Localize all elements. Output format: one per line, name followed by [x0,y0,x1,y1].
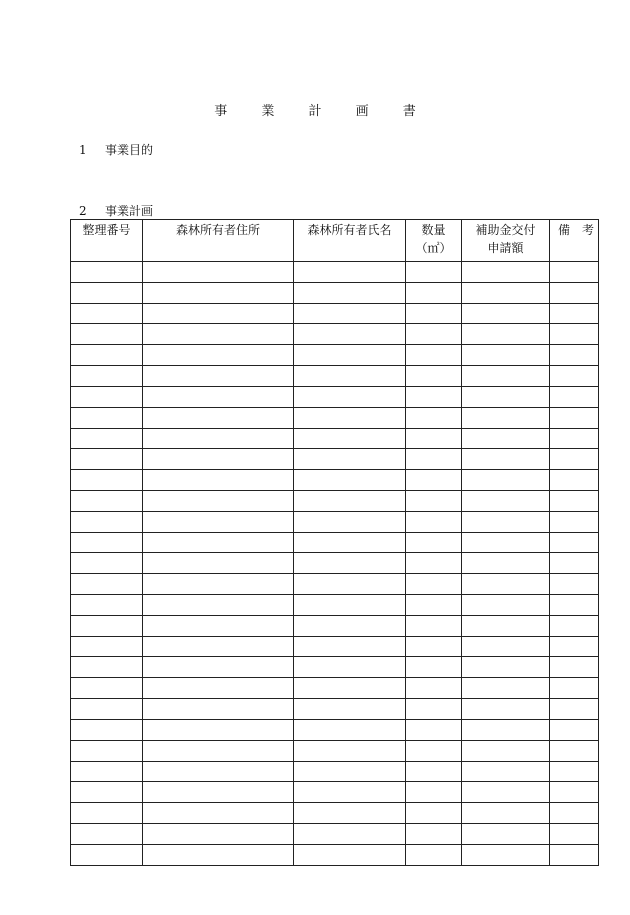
cell-subsidy-amount [462,803,550,824]
cell-owner-address [143,282,294,303]
cell-quantity [406,782,462,803]
section-label: 事業計画 [105,204,154,218]
cell-quantity [406,470,462,491]
table-row [71,761,599,782]
cell-owner-address [143,407,294,428]
cell-remarks [550,532,599,553]
cell-owner-address [143,324,294,345]
table-body [71,262,599,866]
cell-remarks [550,303,599,324]
cell-remarks [550,740,599,761]
cell-owner-name [294,303,406,324]
cell-subsidy-amount [462,782,550,803]
table-row [71,823,599,844]
cell-quantity [406,428,462,449]
cell-owner-address [143,490,294,511]
cell-subsidy-amount [462,324,550,345]
cell-seiri-bangou [71,636,143,657]
cell-quantity [406,699,462,720]
business-plan-table [70,219,599,866]
cell-subsidy-amount [462,636,550,657]
cell-owner-name [294,595,406,616]
cell-seiri-bangou [71,782,143,803]
cell-owner-address [143,428,294,449]
table-row [71,303,599,324]
cell-owner-address [143,740,294,761]
cell-subsidy-amount [462,719,550,740]
cell-subsidy-amount [462,574,550,595]
cell-remarks [550,615,599,636]
cell-quantity [406,345,462,366]
header-remarks: 備 考 [550,220,599,262]
cell-subsidy-amount [462,345,550,366]
cell-owner-name [294,428,406,449]
cell-remarks [550,782,599,803]
cell-owner-name [294,262,406,283]
cell-owner-name [294,407,406,428]
table-row [71,657,599,678]
section-number: 2 [79,204,87,218]
table-row [71,449,599,470]
cell-seiri-bangou [71,366,143,387]
table-row [71,324,599,345]
cell-seiri-bangou [71,345,143,366]
header-subsidy-amount [462,220,550,262]
cell-subsidy-amount [462,262,550,283]
cell-owner-address [143,345,294,366]
cell-seiri-bangou [71,719,143,740]
cell-quantity [406,574,462,595]
cell-owner-name [294,844,406,865]
cell-remarks [550,803,599,824]
header-quantity [406,220,462,262]
cell-seiri-bangou [71,615,143,636]
table-row [71,345,599,366]
cell-remarks [550,470,599,491]
cell-owner-name [294,324,406,345]
cell-subsidy-amount [462,490,550,511]
cell-remarks [550,386,599,407]
cell-owner-name [294,532,406,553]
header-owner-name: 森林所有者氏名 [294,220,406,262]
cell-seiri-bangou [71,803,143,824]
cell-owner-name [294,470,406,491]
cell-owner-address [143,366,294,387]
cell-remarks [550,719,599,740]
cell-quantity [406,303,462,324]
cell-quantity [406,657,462,678]
cell-seiri-bangou [71,595,143,616]
cell-seiri-bangou [71,449,143,470]
cell-seiri-bangou [71,428,143,449]
cell-quantity [406,823,462,844]
table-row [71,553,599,574]
cell-quantity [406,407,462,428]
table-row [71,740,599,761]
cell-quantity [406,282,462,303]
cell-owner-address [143,699,294,720]
cell-owner-name [294,636,406,657]
cell-owner-name [294,345,406,366]
cell-quantity [406,366,462,387]
table-header-row [71,220,599,262]
cell-subsidy-amount [462,428,550,449]
cell-subsidy-amount [462,366,550,387]
cell-owner-name [294,823,406,844]
cell-seiri-bangou [71,511,143,532]
cell-remarks [550,407,599,428]
cell-seiri-bangou [71,553,143,574]
cell-quantity [406,595,462,616]
section-business-purpose [79,141,153,158]
cell-remarks [550,844,599,865]
cell-quantity [406,532,462,553]
cell-remarks [550,428,599,449]
cell-owner-address [143,470,294,491]
cell-owner-address [143,595,294,616]
table-row [71,595,599,616]
cell-owner-name [294,490,406,511]
cell-owner-address [143,262,294,283]
cell-owner-name [294,782,406,803]
cell-owner-name [294,282,406,303]
cell-owner-name [294,678,406,699]
cell-subsidy-amount [462,844,550,865]
section-label: 事業目的 [105,143,154,157]
cell-seiri-bangou [71,761,143,782]
cell-owner-address [143,574,294,595]
cell-seiri-bangou [71,657,143,678]
cell-remarks [550,511,599,532]
table-row [71,262,599,283]
section-number: 1 [79,143,87,157]
cell-owner-address [143,678,294,699]
table-row [71,511,599,532]
cell-seiri-bangou [71,574,143,595]
table-row [71,844,599,865]
table-row [71,282,599,303]
table-row [71,386,599,407]
cell-seiri-bangou [71,324,143,345]
cell-remarks [550,262,599,283]
table-row [71,574,599,595]
cell-owner-address [143,761,294,782]
header-seiri-bangou: 整理番号 [71,220,143,262]
cell-quantity [406,678,462,699]
cell-subsidy-amount [462,615,550,636]
cell-owner-address [143,553,294,574]
cell-seiri-bangou [71,532,143,553]
cell-quantity [406,740,462,761]
cell-seiri-bangou [71,386,143,407]
cell-owner-name [294,574,406,595]
cell-owner-name [294,511,406,532]
cell-quantity [406,511,462,532]
cell-owner-name [294,553,406,574]
cell-remarks [550,345,599,366]
table-row [71,678,599,699]
cell-quantity [406,803,462,824]
table-row [71,470,599,491]
cell-remarks [550,636,599,657]
table-row [71,782,599,803]
cell-seiri-bangou [71,490,143,511]
cell-owner-address [143,386,294,407]
cell-remarks [550,699,599,720]
cell-seiri-bangou [71,303,143,324]
cell-remarks [550,823,599,844]
cell-remarks [550,761,599,782]
cell-remarks [550,574,599,595]
cell-remarks [550,657,599,678]
cell-subsidy-amount [462,511,550,532]
cell-subsidy-amount [462,657,550,678]
cell-owner-address [143,636,294,657]
document-title: 事 業 計 画 書 [214,104,431,119]
cell-remarks [550,449,599,470]
cell-subsidy-amount [462,740,550,761]
cell-subsidy-amount [462,449,550,470]
cell-seiri-bangou [71,470,143,491]
header-owner-address: 森林所有者住所 [143,220,294,262]
cell-subsidy-amount [462,532,550,553]
cell-subsidy-amount [462,699,550,720]
cell-owner-name [294,719,406,740]
cell-quantity [406,719,462,740]
cell-subsidy-amount [462,282,550,303]
cell-subsidy-amount [462,407,550,428]
cell-owner-name [294,657,406,678]
cell-seiri-bangou [71,740,143,761]
cell-remarks [550,490,599,511]
header-subsidy-line1: 補助金交付 [475,223,536,237]
cell-subsidy-amount [462,553,550,574]
table-row [71,615,599,636]
cell-subsidy-amount [462,761,550,782]
cell-subsidy-amount [462,303,550,324]
table-row [71,699,599,720]
cell-subsidy-amount [462,386,550,407]
header-quantity-label: 数量 [421,223,446,237]
cell-subsidy-amount [462,823,550,844]
table-row [71,490,599,511]
cell-owner-address [143,803,294,824]
cell-seiri-bangou [71,844,143,865]
table-row [71,407,599,428]
cell-quantity [406,553,462,574]
cell-owner-address [143,823,294,844]
cell-subsidy-amount [462,595,550,616]
section-business-plan [79,202,153,219]
cell-quantity [406,324,462,345]
cell-quantity [406,844,462,865]
cell-owner-address [143,449,294,470]
cell-remarks [550,553,599,574]
cell-subsidy-amount [462,678,550,699]
cell-owner-address [143,782,294,803]
cell-owner-name [294,699,406,720]
cell-owner-address [143,657,294,678]
cell-remarks [550,366,599,387]
table-row [71,428,599,449]
table-row [71,803,599,824]
cell-owner-name [294,803,406,824]
cell-owner-name [294,449,406,470]
cell-owner-name [294,386,406,407]
cell-quantity [406,490,462,511]
table-row [71,719,599,740]
cell-quantity [406,636,462,657]
cell-owner-name [294,366,406,387]
cell-quantity [406,386,462,407]
cell-remarks [550,678,599,699]
header-quantity-unit: （㎡） [415,241,452,255]
cell-owner-address [143,511,294,532]
cell-quantity [406,615,462,636]
header-subsidy-line2: 申請額 [487,241,524,255]
cell-seiri-bangou [71,823,143,844]
cell-owner-address [143,719,294,740]
cell-owner-address [143,532,294,553]
table-row [71,636,599,657]
cell-quantity [406,262,462,283]
cell-owner-name [294,761,406,782]
cell-remarks [550,282,599,303]
cell-owner-address [143,844,294,865]
cell-owner-address [143,303,294,324]
cell-seiri-bangou [71,407,143,428]
table-row [71,366,599,387]
cell-remarks [550,595,599,616]
cell-quantity [406,761,462,782]
cell-remarks [550,324,599,345]
cell-owner-address [143,615,294,636]
cell-seiri-bangou [71,678,143,699]
cell-seiri-bangou [71,282,143,303]
cell-subsidy-amount [462,470,550,491]
cell-owner-name [294,615,406,636]
table-row [71,532,599,553]
cell-seiri-bangou [71,699,143,720]
cell-owner-name [294,740,406,761]
cell-seiri-bangou [71,262,143,283]
cell-quantity [406,449,462,470]
